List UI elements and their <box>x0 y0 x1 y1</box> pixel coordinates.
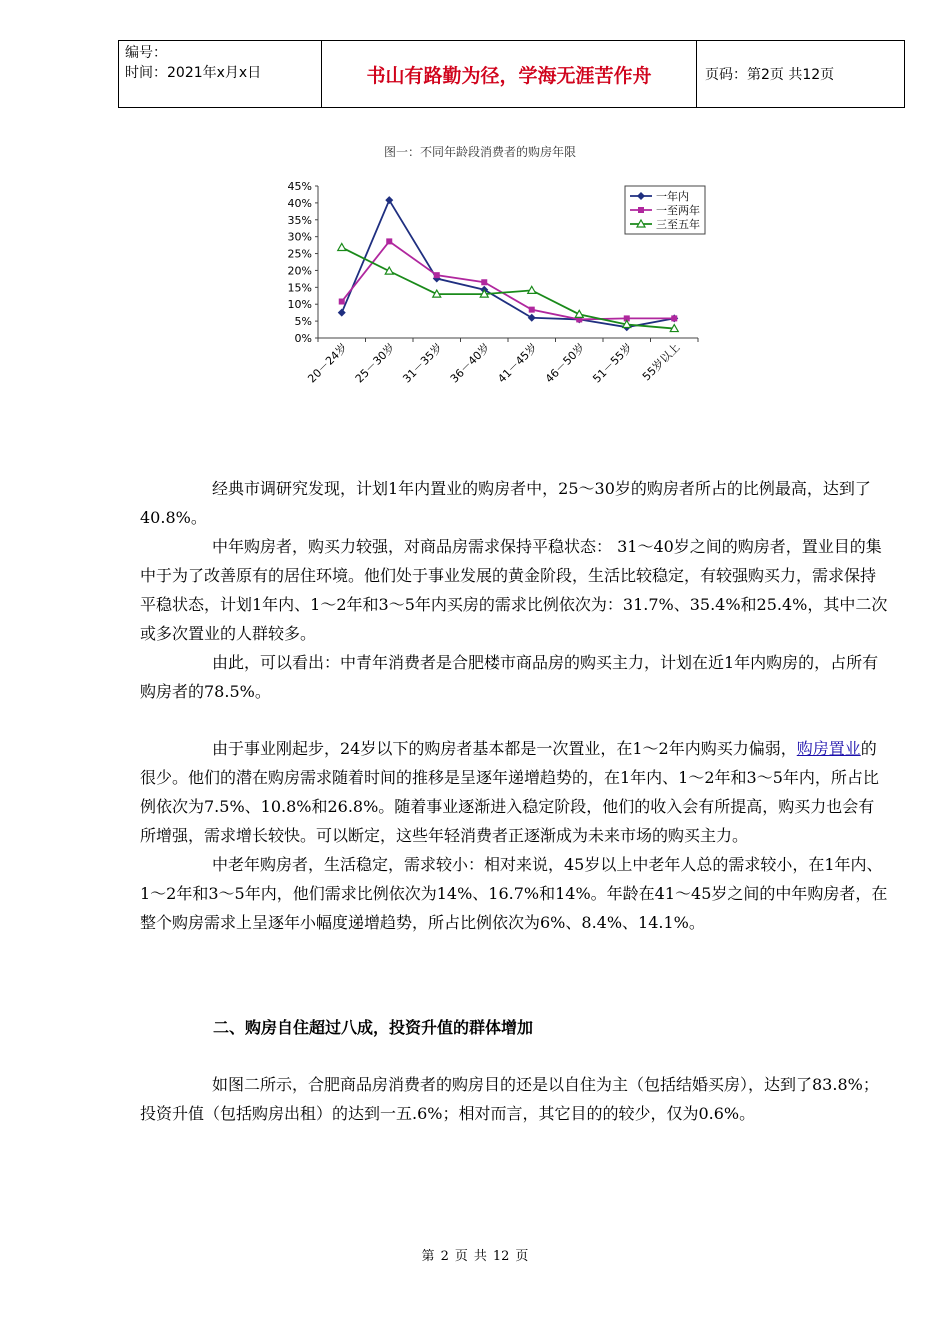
house-purchase-link[interactable]: 购房置业 <box>796 739 861 758</box>
y-tick-label: 20% <box>287 264 312 278</box>
header-page-label: 页码：第2页 共12页 <box>697 41 905 108</box>
paragraph: 中老年购房者，生活稳定，需求较小：相对来说，45岁以上中老年人总的需求较小，在1年内、1～2年和3～5年内，他们需求比例依次为14%、16.7%和14%。年龄在41～45岁之间的中年购房者，在整个购房需求上呈逐年小幅度递增趋势，所占比例依次为6%、8.4%、14.1%。 <box>140 855 888 932</box>
y-tick-label: 35% <box>287 213 312 227</box>
paragraph: 经典市调研究发现，计划1年内置业的购房者中，25～30岁的购房者所占的比例最高，达到了40.8%。 <box>140 479 871 527</box>
line-chart <box>270 168 720 418</box>
y-tick-label: 40% <box>287 196 312 210</box>
series-line <box>342 241 675 319</box>
data-point <box>671 315 677 321</box>
paragraph: 中年购房者，购买力较强，对商品房需求保持平稳状态： 31～40岁之间的购房者，置业目的集中于为了改善原有的居住环境。他们处于事业发展的黄金阶段，生活比较稳定，有较强购买力，需求保持平稳状态，计划1年内、1～2年和3～5年内买房的需求比例依次为：31.7%、35.4%和25.4%，其中二次或多次置业的人群较多。 <box>140 537 888 643</box>
body-section-3 <box>140 1070 890 1128</box>
y-tick-label: 10% <box>287 298 312 312</box>
body-section-1 <box>140 474 890 706</box>
time-label: 时间：2021年x月x日 <box>125 65 262 81</box>
chart-title: 图一：不同年龄段消费者的购房年限 <box>383 145 576 159</box>
data-point <box>481 279 487 285</box>
page-footer <box>0 1245 950 1264</box>
legend-label: 一年内 <box>656 190 689 203</box>
y-tick-label: 45% <box>287 180 312 193</box>
x-tick-label: 46－50岁 <box>542 340 588 386</box>
footer-page-number: 2 <box>440 1249 449 1264</box>
y-tick-label: 5% <box>294 315 312 329</box>
paragraph: 由此，可以看出：中青年消费者是合肥楼市商品房的购买主力，计划在近1年内购房的，占所有购房者的78.5%。 <box>140 653 879 701</box>
data-point <box>528 314 536 322</box>
paragraph-text: 由于事业刚起步，24岁以下的购房者基本都是一次置业，在1～2年内购买力偏弱， <box>212 739 797 758</box>
y-tick-label: 30% <box>287 230 312 244</box>
section-heading: 二、购房自住超过八成，投资升值的群体增加 <box>213 1018 534 1037</box>
page-header <box>118 40 905 108</box>
footer-total-pages: 12 <box>492 1249 510 1264</box>
legend-label: 三至五年 <box>656 218 700 231</box>
x-tick-label: 51－55岁 <box>590 340 635 386</box>
data-point <box>434 272 440 278</box>
header-motto: 书山有路勤为径，学海无涯苦作舟 <box>322 41 697 108</box>
footer-text: 第 <box>421 1249 435 1264</box>
x-tick-label: 31－35岁 <box>400 340 445 386</box>
data-point <box>385 196 393 204</box>
data-point <box>339 299 345 305</box>
x-tick-label: 55岁以上 <box>639 340 683 384</box>
data-point <box>386 238 392 244</box>
y-tick-label: 15% <box>287 281 312 295</box>
body-section-2 <box>140 734 890 937</box>
header-meta <box>119 41 322 108</box>
y-tick-label: 25% <box>287 247 312 261</box>
x-tick-label: 36－40岁 <box>447 340 493 386</box>
x-tick-label: 25－30岁 <box>352 340 398 386</box>
data-point <box>338 243 346 250</box>
x-tick-label: 20－24岁 <box>305 340 350 386</box>
footer-text: 共 <box>473 1249 487 1264</box>
legend-marker <box>638 207 644 213</box>
data-point <box>338 309 346 317</box>
legend-label: 一至两年 <box>656 204 700 217</box>
paragraph <box>140 734 890 850</box>
paragraph-text: 的很少。他们的潜在购房需求随着时间的推移是呈逐年递增趋势的，在1年内、1～2年和3～5年内，所占比例依次为7.5%、10.8%和26.8%。随着事业逐渐进入稳定阶段，他们的收入会有所提高，购买力也会有所增强，需求增长较快。可以断定，这些年轻消费者正逐渐成为未来市场的购买主力。 <box>140 739 879 845</box>
footer-text: 页 <box>515 1249 529 1264</box>
series-line <box>342 200 675 327</box>
serial-label: 编号： <box>125 45 167 61</box>
paragraph: 如图二所示，合肥商品房消费者的购房目的还是以自住为主（包括结婚买房），达到了83.8%；投资升值（包括购房出租）的达到一五.6%；相对而言，其它目的的较少，仅为0.6%。 <box>140 1075 879 1123</box>
footer-text: 页 <box>454 1249 468 1264</box>
data-point <box>529 307 535 313</box>
y-tick-label: 0% <box>294 332 312 345</box>
x-tick-label: 41－45岁 <box>495 340 540 386</box>
